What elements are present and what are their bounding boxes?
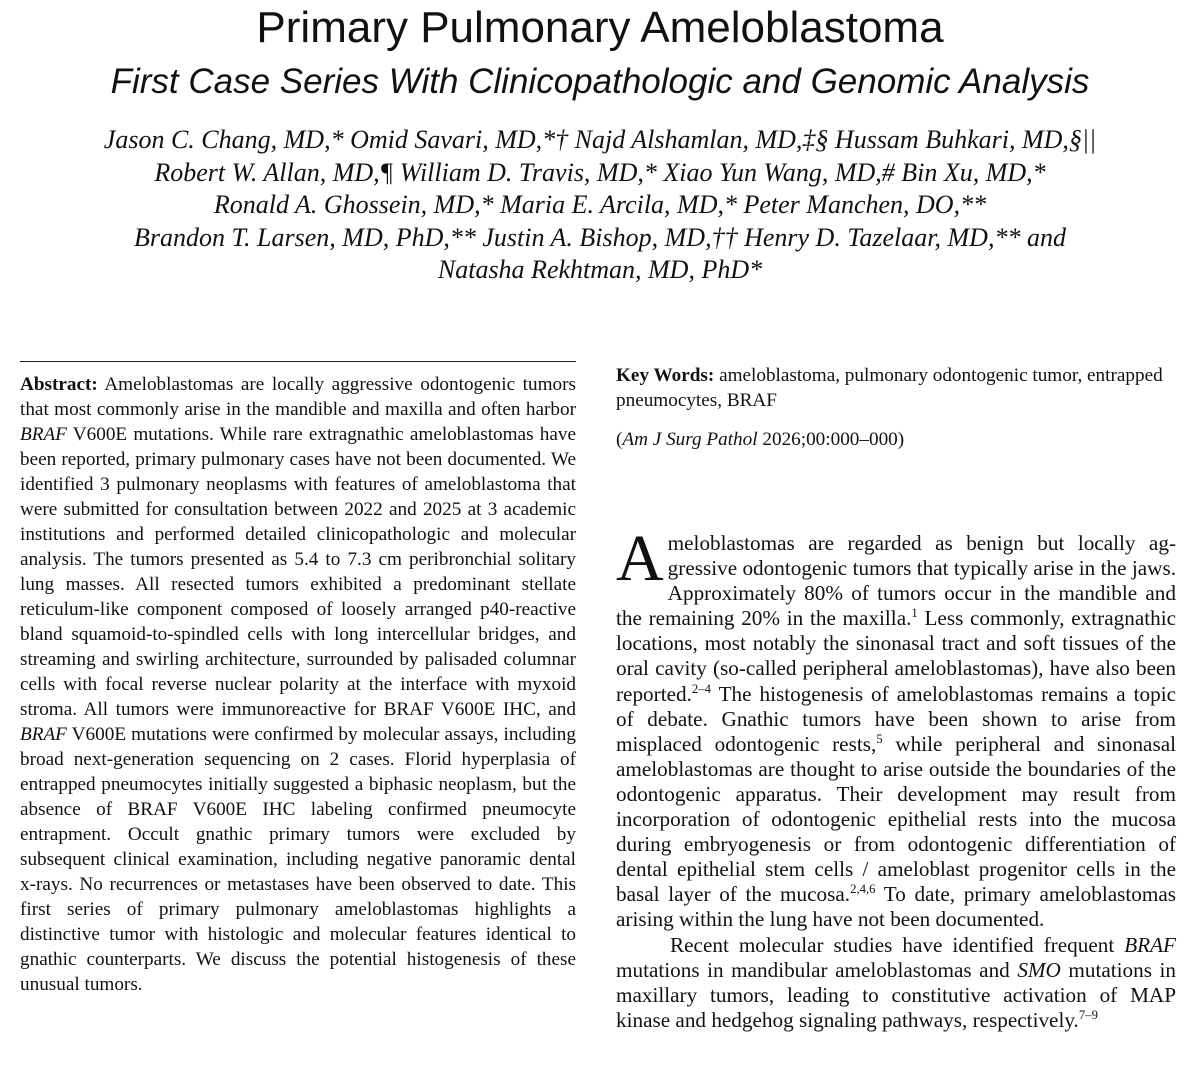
citation-open: ( <box>616 429 623 450</box>
keywords-text: ameloblastoma, pulmonary odontogenic tumor, entrapped pneumocytes, BRAF <box>616 365 1163 411</box>
author-line: Robert W. Allan, MD,¶ William D. Travis, MD,* Xiao Yun Wang, MD,# Bin Xu, MD,* <box>154 157 1046 187</box>
citation-details: 2026;00:000–000) <box>757 429 905 450</box>
section-divider <box>20 361 576 362</box>
reference-superscript: 7–9 <box>1078 1007 1098 1022</box>
citation <box>616 427 1176 452</box>
author-line: Brandon T. Larsen, MD, PhD,** Justin A. Bishop, MD,†† Henry D. Tazelaar, MD,** and <box>134 222 1066 252</box>
gene-name: BRAF <box>20 724 67 745</box>
abstract-text: V600E mutations were confirmed by molecular assays, including broad next-generation sequencing on 2 cases. Florid hyperplasia of entrapped pneumocytes initially suggested a biphasic neoplasm, but the absence of BRAF V600E IHC labeling confirmed pneumocyte entrapment. Occult gnathic primary tumors were excluded by subsequent clinical examination, including negative panoramic dental x-rays. No recurrences or metastases have been observed to date. This first series of primary pulmonary ameloblastomas highlights a distinctive tumor with histologic and molecular features identical to gnathic counterparts. We discuss the potential histogenesis of these unusual tumors. <box>20 724 576 995</box>
reference-superscript: 2,4,6 <box>850 882 876 897</box>
keywords <box>616 363 1176 413</box>
reference-superscript: 1 <box>911 606 918 621</box>
reference-superscript: 5 <box>876 731 883 746</box>
body-text-span: Recent molecular studies have identified frequent <box>670 932 1125 957</box>
body-paragraph <box>616 522 1176 933</box>
author-line: Natasha Rekhtman, MD, PhD* <box>437 255 763 285</box>
article-subtitle: First Case Series With Clinicopathologic and Genomic Analysis <box>110 62 1090 101</box>
body-paragraph <box>616 933 1176 1033</box>
gene-name: BRAF <box>20 424 67 445</box>
abstract-text: V600E mutations. While rare extragnathic ameloblastomas have been reported, primary pulmonary cases have not been documented. We identified 3 pulmonary neoplasms with features of ameloblastoma that were submitted for consultation between 2022 and 2025 at 3 academic institutions and performed detailed clinicopathologic and molecular analysis. The tumors presented as 5.4 to 7.3 cm peribronchial solitary lung masses. All resected tumors exhibited a predominant stellate reticulum-like component composed of loosely arranged p40-reactive bland squamoid-to-spindled cells with long intercellular bridges, and streaming and swirling architecture, surrounded by palisaded columnar cells with focal reverse nuclear polarity at the interface with myxoid stroma. All tumors were immunoreactive for BRAF V600E IHC, and <box>20 424 576 720</box>
body-text-span: Less commonly, extragnathic locations, most notably the sinonasal tract and soft tissues of the oral cavity (so-called peripheral ameloblastomas), have also been reported. <box>616 606 1176 706</box>
body-text-span: The histogenesis of ameloblastomas remains a topic of debate. Gnathic tumors have been shown to arise from misplaced odontogenic rests, <box>616 681 1176 756</box>
author-line: Ronald A. Ghossein, MD,* Maria E. Arcila, MD,* Peter Manchen, DO,** <box>213 190 987 220</box>
article-title: Primary Pulmonary Ameloblastoma <box>256 3 944 52</box>
abstract-text: Ameloblastomas are locally aggressive odontogenic tumors that most commonly arise in the mandible and maxilla and often harbor <box>20 374 576 420</box>
reference-superscript: 2–4 <box>691 681 711 696</box>
body-text-span: while peripheral and sinonasal ameloblastomas are thought to arise outside the boundaries of the odontogenic apparatus. Their development may result from incorporation of odontogenic epithelial rests into the mucosa during embryogenesis or from odontogenic differentiation of dental epithelial stem cells / ameloblast progenitor cells in the basal layer of the mucosa. <box>616 731 1176 907</box>
body-text-span: mutations in mandibular ameloblastomas and <box>616 957 1018 982</box>
body-text-span: To date, primary ameloblastomas arising within the lung have not been documented. <box>616 882 1176 932</box>
drop-cap: A <box>616 522 664 595</box>
body-text <box>616 522 1176 1033</box>
author-line: Jason C. Chang, MD,* Omid Savari, MD,*† Najd Alshamlan, MD,‡§ Hussam Buhkari, MD,§|| <box>103 125 1097 154</box>
gene-name: SMO <box>1017 957 1061 982</box>
gene-name: BRAF <box>1124 932 1176 957</box>
abstract <box>20 372 576 997</box>
keywords-label: Key Words: <box>616 365 715 386</box>
abstract-label: Abstract: <box>20 374 98 395</box>
body-text-span: mutations in maxillary tumors, leading to constitutive activation of MAP kinase and hedgehog signaling pathways, respectively. <box>616 957 1176 1032</box>
journal-name: Am J Surg Pathol <box>622 429 758 450</box>
author-list <box>20 124 1180 287</box>
body-text-span: meloblastomas are regarded as benign but locally aggressive odontogenic tumors that typically arise in the jaws. Approximately 80% of tumors occur in the mandible and the remaining 20% in the maxilla. <box>616 531 1176 631</box>
